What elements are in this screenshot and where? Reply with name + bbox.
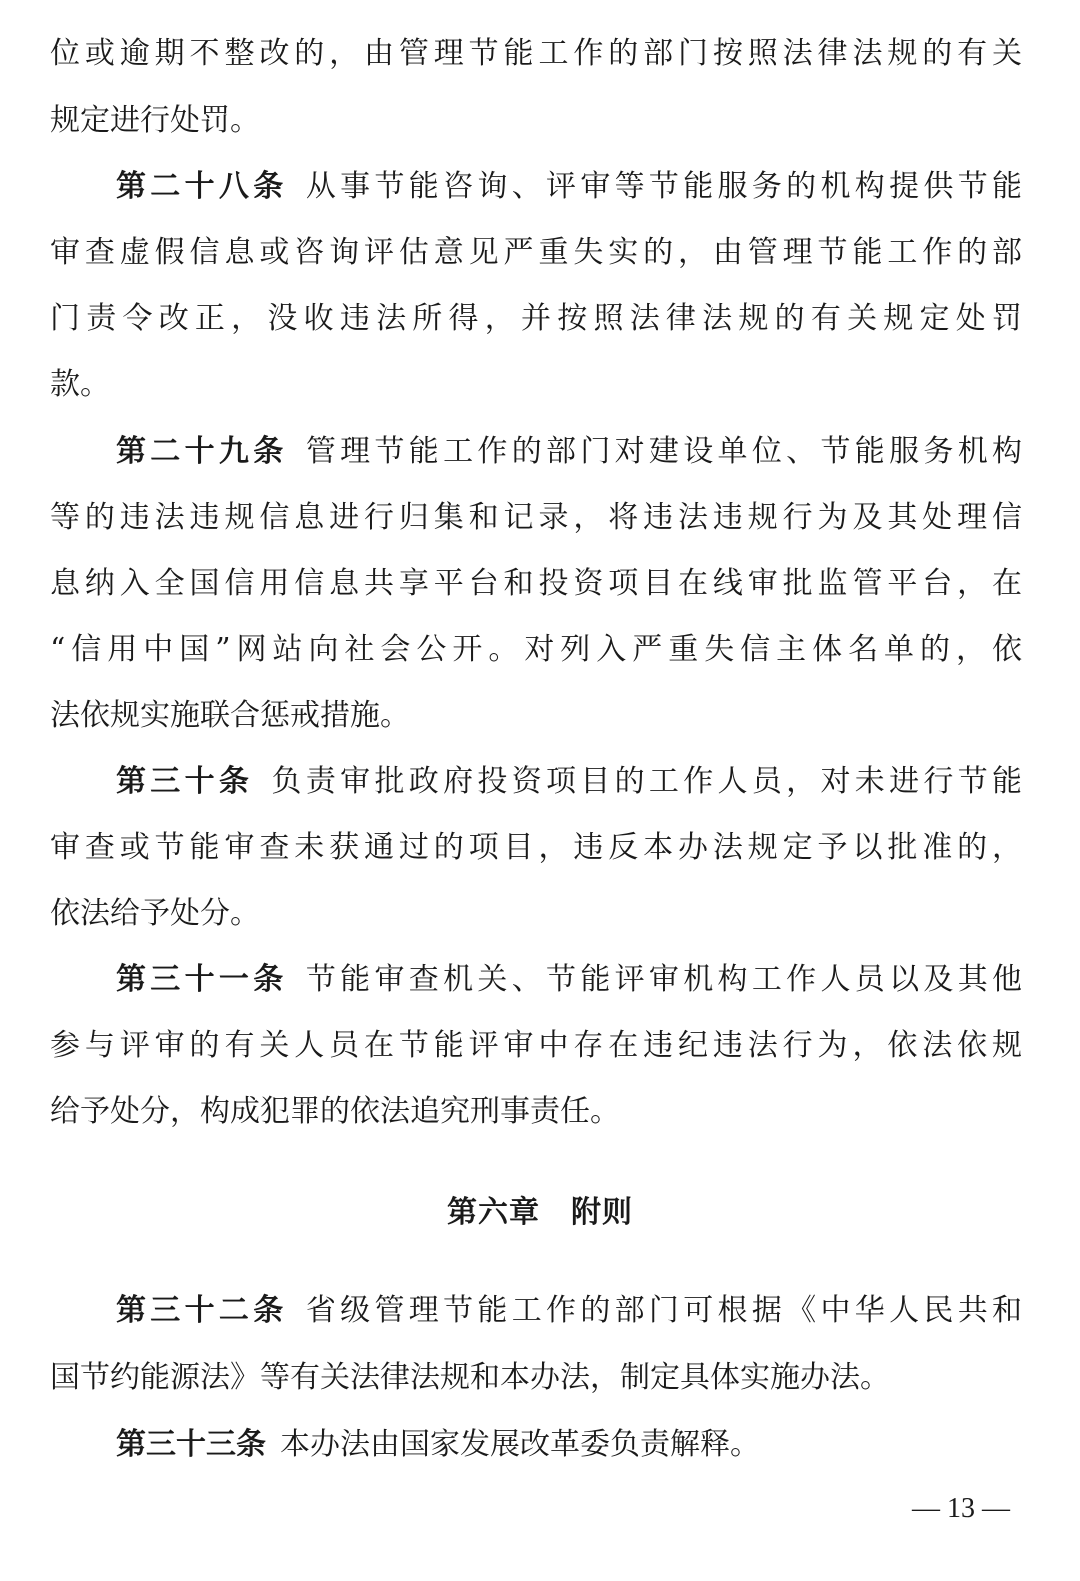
line-text: 门责令改正，没收违法所得，并按照法律法规的有关规定处罚 bbox=[50, 301, 1022, 336]
body-line bbox=[50, 485, 1022, 551]
line-text: 节能审查机关、节能评审机构工作人员以及其他 bbox=[301, 962, 1023, 997]
line-text: “信用中国”网站向社会公开。对列入严重失信主体名单的，依 bbox=[50, 632, 1022, 667]
article-28-first-line bbox=[116, 154, 1022, 220]
article-33-first-line bbox=[116, 1412, 1022, 1478]
article-30-first-line bbox=[116, 749, 1022, 815]
line-text: 依法给予处分。 bbox=[50, 896, 260, 931]
article-label: 第三十三条 bbox=[116, 1427, 266, 1462]
article-label: 第二十九条 bbox=[116, 434, 288, 469]
line-text: 规定进行处罚。 bbox=[50, 103, 260, 138]
body-line bbox=[50, 1013, 1022, 1079]
article-label: 第三十二条 bbox=[116, 1293, 288, 1328]
body-line bbox=[50, 21, 1022, 87]
body-line bbox=[50, 551, 1022, 617]
chapter-heading: 第六章 附则 bbox=[447, 1195, 633, 1230]
line-text: 款。 bbox=[50, 367, 110, 402]
body-line bbox=[50, 1079, 1022, 1145]
body-line bbox=[50, 881, 1022, 947]
article-label: 第三十条 bbox=[116, 764, 254, 799]
article-label: 第三十一条 bbox=[116, 962, 288, 997]
line-text: 参与评审的有关人员在节能评审中存在违纪违法行为，依法依规 bbox=[50, 1028, 1022, 1063]
line-text: 等的违法违规信息进行归集和记录，将违法违规行为及其处理信 bbox=[50, 500, 1022, 535]
body-line bbox=[50, 220, 1022, 286]
body-line bbox=[50, 815, 1022, 881]
line-text: 管理节能工作的部门对建设单位、节能服务机构 bbox=[301, 434, 1023, 469]
line-text: 国节约能源法》等有关法律法规和本办法，制定具体实施办法。 bbox=[50, 1360, 890, 1395]
line-text: 负责审批政府投资项目的工作人员，对未进行节能 bbox=[267, 764, 1023, 799]
body-line bbox=[50, 1345, 1022, 1411]
article-29-first-line bbox=[116, 419, 1022, 485]
body-line bbox=[50, 683, 1022, 749]
article-label: 第二十八条 bbox=[116, 169, 288, 204]
line-text: 给予处分，构成犯罪的依法追究刑事责任。 bbox=[50, 1094, 620, 1129]
body-line bbox=[50, 617, 1022, 683]
line-text: 位或逾期不整改的，由管理节能工作的部门按照法律法规的有关 bbox=[50, 36, 1022, 71]
line-text: 从事节能咨询、评审等节能服务的机构提供节能 bbox=[301, 169, 1023, 204]
body-line bbox=[50, 352, 1022, 418]
line-text: 息纳入全国信用信息共享平台和投资项目在线审批监管平台，在 bbox=[50, 566, 1022, 601]
line-text: 本办法由国家发展改革委负责解释。 bbox=[280, 1427, 760, 1462]
body-line bbox=[50, 88, 1022, 154]
line-text: 省级管理节能工作的部门可根据《中华人民共和 bbox=[301, 1293, 1023, 1328]
line-text: 法依规实施联合惩戒措施。 bbox=[50, 698, 410, 733]
page-number: — 13 — bbox=[912, 1493, 1010, 1524]
line-text: 审查或节能审查未获通过的项目，违反本办法规定予以批准的， bbox=[50, 830, 1022, 865]
article-31-first-line bbox=[116, 947, 1022, 1013]
body-line bbox=[50, 286, 1022, 352]
line-text: 审查虚假信息或咨询评估意见严重失实的，由管理节能工作的部 bbox=[50, 235, 1022, 270]
article-32-first-line bbox=[116, 1278, 1022, 1344]
